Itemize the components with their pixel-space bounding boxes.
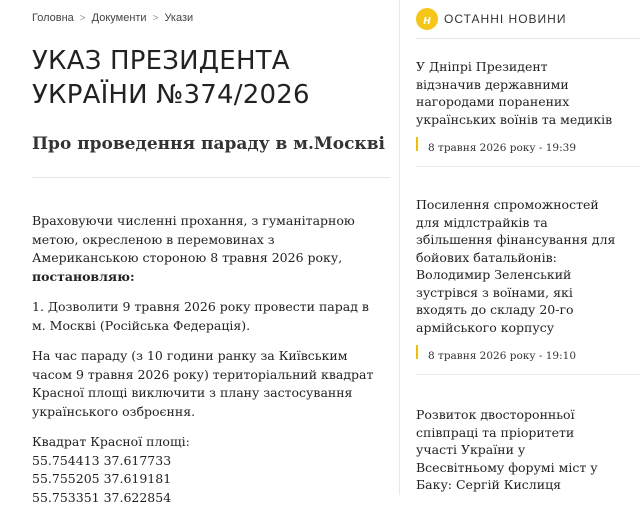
- intro-bold-text: постановляю:: [32, 268, 135, 284]
- square-label: Квадрат Красної площі:: [32, 434, 190, 449]
- news-title-link[interactable]: У Дніпрі Президент відзначив державними нагородами поранених українських воїнів та медиків: [416, 59, 613, 127]
- news-item[interactable]: [416, 406, 616, 494]
- news-divider: [416, 166, 640, 167]
- latest-news-sidebar: [400, 0, 640, 495]
- breadcrumb: [32, 12, 193, 24]
- decree-point-1: 1. Дозволити 9 травня 2026 року провести парад в м. Москві (Російська Федерація).: [32, 299, 369, 333]
- news-date: 8 травня 2026 року - 19:39: [428, 142, 577, 154]
- logo-icon: н: [416, 8, 438, 30]
- coordinate-line: 55.754413 37.617733: [32, 452, 172, 468]
- news-item[interactable]: [416, 196, 616, 375]
- news-meta: [416, 344, 616, 360]
- coordinates-block: [32, 433, 384, 507]
- page-title: УКАЗ ПРЕЗИДЕНТА УКРАЇНИ №374/2026: [32, 46, 310, 110]
- news-header-divider: [416, 38, 640, 39]
- chevron-right-icon: >: [79, 13, 86, 24]
- decree-point-2: На час параду (з 10 години ранку за Київським часом 9 травня 2026 року) територіальний квадрат Красної площі виключити з плану застосування українського озброєння.: [32, 348, 374, 419]
- news-date: 8 травня 2026 року - 19:10: [428, 350, 577, 362]
- news-meta: [416, 136, 616, 152]
- news-header: [416, 8, 566, 30]
- news-title-link[interactable]: Розвиток двосторонньої співпраці та пріоритети участі України у Всесвітньому форумі міст у Баку: Сергій Кислиця: [416, 407, 598, 492]
- news-title-link[interactable]: Посилення спроможностей для мідлстрайків та збільшення фінансування для бойових батальйонів: Володимир Зеленський зустрівся з воїнами, які входять до складу 20-го армійського корпусу: [416, 197, 616, 335]
- news-item[interactable]: [416, 58, 616, 167]
- coordinate-line: 55.755205 37.619181: [32, 471, 172, 486]
- chevron-right-icon: >: [152, 13, 159, 24]
- intro-paragraph: [32, 212, 384, 286]
- coordinate-line: 55.753351 37.622854: [32, 489, 172, 505]
- page-subtitle: Про проведення параду в м.Москві: [32, 134, 385, 154]
- breadcrumb-home-link[interactable]: Головна: [32, 12, 74, 24]
- breadcrumb-decrees-link[interactable]: Укази: [164, 12, 194, 24]
- news-header-label: ОСТАННІ НОВИНИ: [444, 12, 567, 26]
- news-divider: [416, 374, 640, 375]
- intro-text: Враховуючи численні прохання, з гуманітарною метою, окресленою в перемовинах з Американською стороною 8 травня 2026 року,: [32, 213, 355, 265]
- breadcrumb-documents-link[interactable]: Документи: [91, 12, 147, 24]
- decree-body: [32, 212, 384, 519]
- title-divider: [32, 177, 390, 178]
